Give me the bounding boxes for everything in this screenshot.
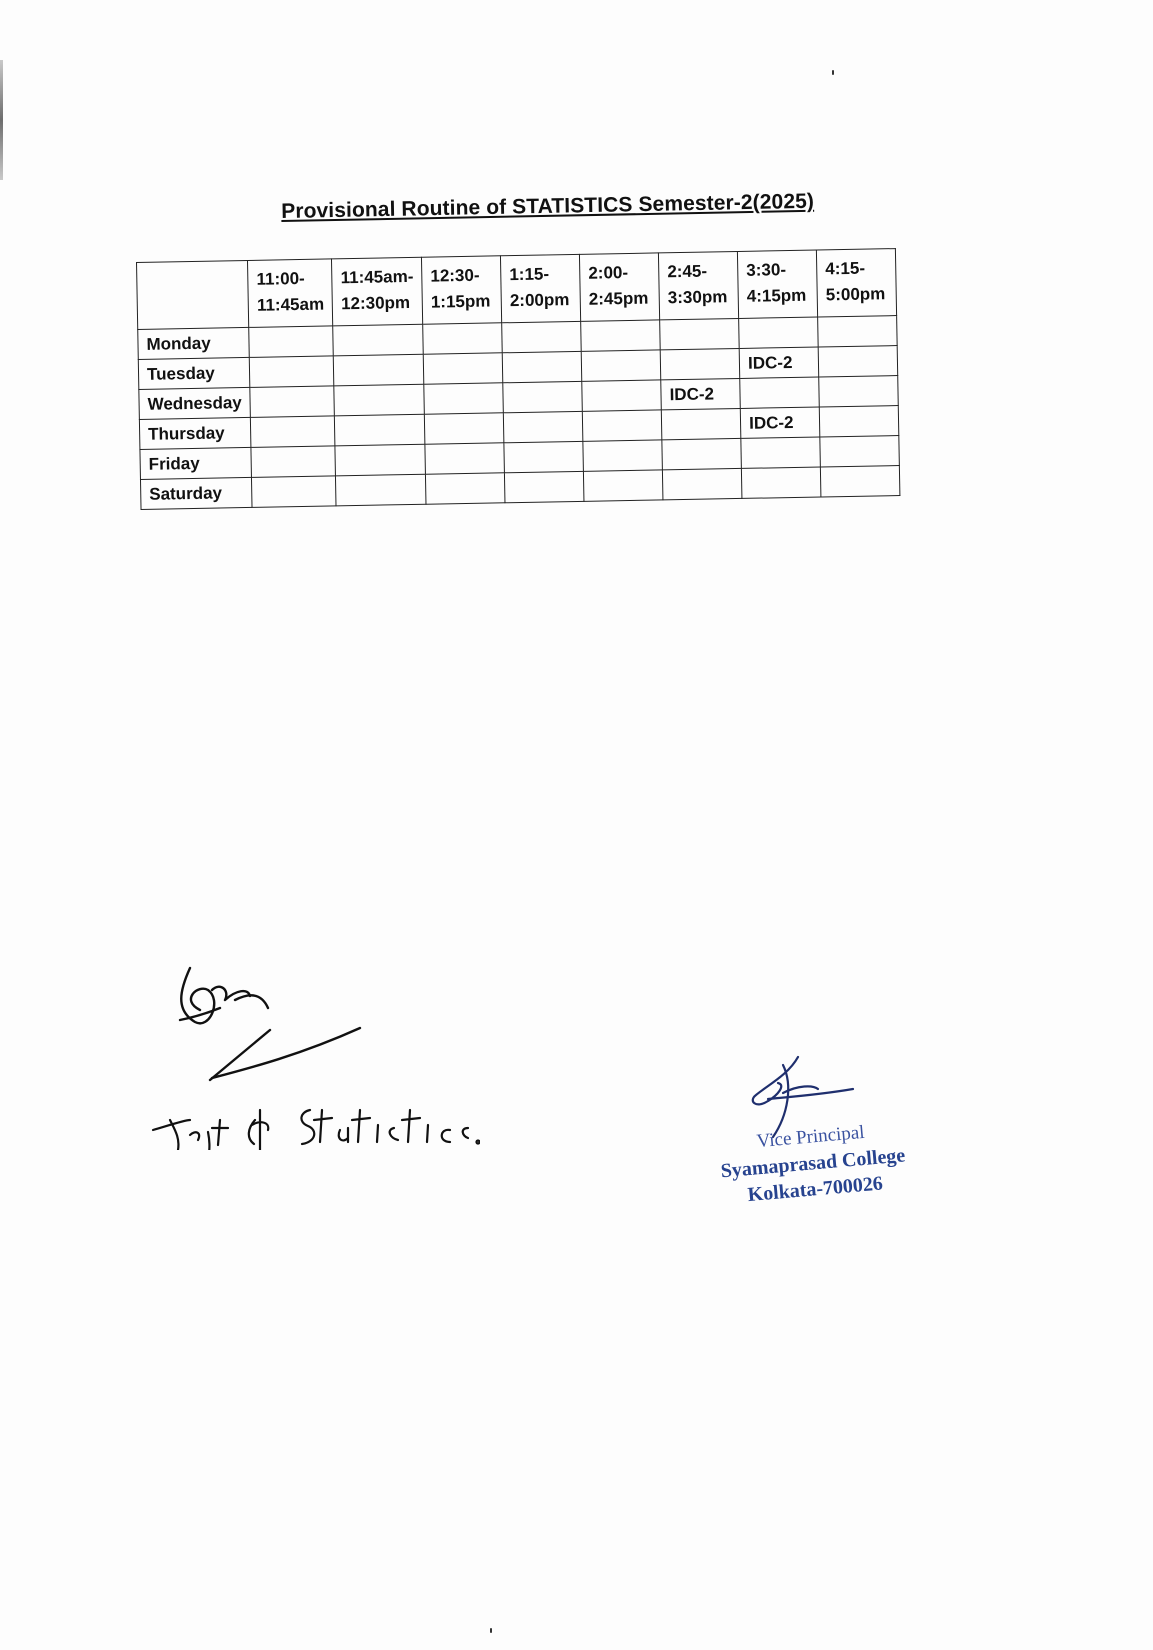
- routine-cell: [335, 444, 425, 476]
- time-slot-header: 1:15- 2:00pm: [501, 254, 581, 322]
- routine-cell: [336, 474, 426, 506]
- routine-cell: [425, 443, 505, 474]
- day-label: Monday: [138, 327, 250, 359]
- routine-cell: [741, 467, 821, 498]
- routine-cell: [424, 413, 504, 444]
- routine-cell: [423, 323, 503, 354]
- routine-cell: [819, 376, 899, 407]
- routine-cell: [581, 350, 661, 381]
- routine-cell: [333, 324, 423, 356]
- routine-cell: IDC-2: [661, 378, 741, 409]
- routine-cell: [581, 320, 661, 351]
- routine-cell: [250, 386, 335, 418]
- stamp-title: Vice Principal: [755, 1121, 866, 1153]
- routine-cell: [662, 468, 742, 499]
- routine-cell: [502, 351, 582, 382]
- routine-cell: [505, 471, 585, 502]
- routine-cell: [660, 318, 740, 349]
- department-signature: [150, 960, 480, 1150]
- time-slot-header: 11:00- 11:45am: [248, 259, 333, 328]
- day-label: Tuesday: [138, 357, 250, 389]
- routine-cell: [820, 466, 900, 497]
- vice-principal-stamp: [690, 1114, 936, 1213]
- day-label: Saturday: [140, 477, 252, 509]
- routine-cell: [423, 353, 503, 384]
- routine-cell: [503, 381, 583, 412]
- routine-cell: IDC-2: [740, 407, 820, 438]
- time-slot-header: 2:45- 3:30pm: [658, 251, 738, 319]
- routine-cell: [582, 410, 662, 441]
- stamp-address: Kolkata-700026: [746, 1172, 884, 1207]
- day-label: Thursday: [139, 417, 251, 449]
- routine-cell: [820, 436, 900, 467]
- time-slot-header: 11:45am- 12:30pm: [332, 257, 423, 326]
- routine-cell: [661, 408, 741, 439]
- routine-cell: [660, 348, 740, 379]
- routine-cell: [252, 476, 337, 508]
- routine-cell: [335, 414, 425, 446]
- routine-cell: [582, 380, 662, 411]
- routine-cell: [583, 440, 663, 471]
- routine-cell: [334, 354, 424, 386]
- time-slot-header: 3:30- 4:15pm: [737, 250, 817, 318]
- routine-cell: [502, 321, 582, 352]
- routine-cell: [741, 437, 821, 468]
- routine-cell: [249, 356, 334, 388]
- time-slot-header: 2:00- 2:45pm: [580, 253, 660, 321]
- routine-cell: [503, 411, 583, 442]
- routine-table: [136, 248, 900, 510]
- routine-cell: IDC-2: [739, 347, 819, 378]
- time-slot-header: 4:15- 5:00pm: [816, 249, 896, 317]
- stamp-college: Syamaprasad College: [719, 1144, 907, 1183]
- routine-cell: [249, 326, 334, 358]
- routine-cell: [818, 346, 898, 377]
- scan-speck: [490, 1628, 492, 1633]
- routine-cell: [426, 473, 506, 504]
- routine-cell: [504, 441, 584, 472]
- routine-cell: [334, 384, 424, 416]
- routine-cell: [819, 406, 899, 437]
- routine-cell: [424, 383, 504, 414]
- handwritten-signature-icon: [150, 960, 480, 1150]
- routine-cell: [739, 317, 819, 348]
- scan-speck: [832, 70, 834, 75]
- day-label: Friday: [140, 447, 252, 479]
- corner-cell: [137, 260, 249, 329]
- time-slot-header: 12:30- 1:15pm: [422, 256, 502, 324]
- routine-cell: [251, 446, 336, 478]
- routine-cell: [583, 470, 663, 501]
- routine-cell: [740, 377, 820, 408]
- scan-page-edge: [0, 60, 3, 180]
- routine-cell: [818, 316, 898, 347]
- routine-cell: [251, 416, 336, 448]
- document-title: Provisional Routine of STATISTICS Semester-2(2025): [281, 189, 815, 223]
- routine-cell: [662, 438, 742, 469]
- day-label: Wednesday: [139, 387, 251, 419]
- routine-table-wrapper: [136, 248, 900, 510]
